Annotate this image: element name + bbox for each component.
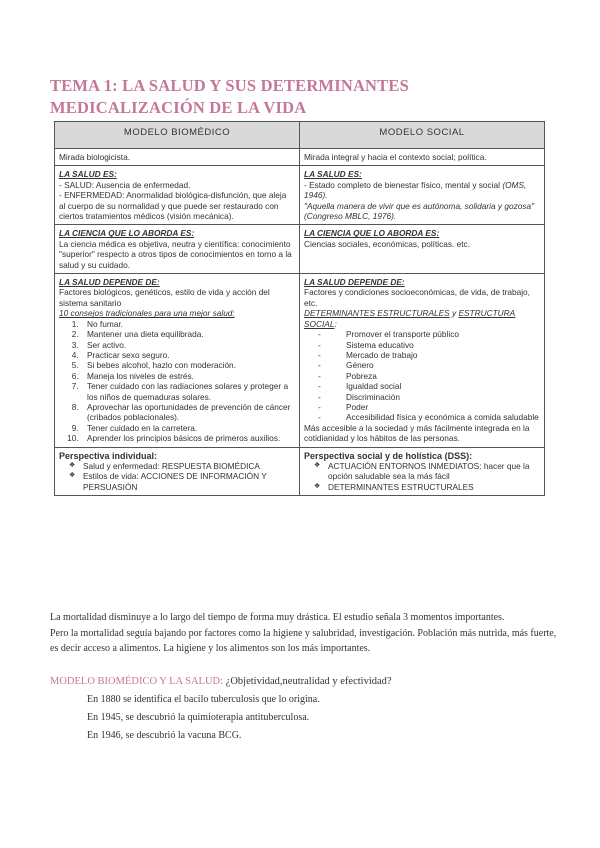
header-social-model: MODELO SOCIAL xyxy=(300,122,545,149)
cell-biomedical-view: Mirada biologicista. xyxy=(55,149,300,166)
cell-text: Más accesible a la sociedad y más fácilmente integrada en la cotidianidad y los hábitos de las personas. xyxy=(304,422,530,444)
list-item: ❖ Estilos de vida: ACCIONES DE INFORMACIÓN Y PERSUASIÓN xyxy=(83,471,295,492)
comparison-table xyxy=(54,121,545,496)
cell-text: - ENFERMEDAD: Anormalidad biológica-disfunción, que aleja al cuerpo de su normalidad y que puede ser restaurado con ciertos tratamientos médicos (visión mecánica). xyxy=(59,190,287,222)
tips-list xyxy=(59,319,295,444)
perspective-heading: Perspectiva individual: xyxy=(59,450,158,461)
paragraph: Pero la mortalidad seguía bajando por factores como la higiene y salubridad, investigación. Población más nutrida, más fuerte, es decir acceso a alimentos. La higiene y los alimentos son los más importantes. xyxy=(50,627,557,654)
cell-social-dependence xyxy=(300,274,545,448)
cell-heading: LA SALUD ES: xyxy=(59,169,117,180)
header-biomedical-model: MODELO BIOMÉDICO xyxy=(55,122,300,149)
list-item: - Poder xyxy=(346,402,540,412)
perspective-heading: Perspectiva social y de holística (DSS): xyxy=(304,450,473,461)
determinants-subheading xyxy=(304,308,540,329)
history-line: En 1880 se identifica el bacilo tuberculosis que lo origina. xyxy=(87,694,320,705)
determinants-list xyxy=(304,329,540,423)
list-item: ❖ ACTUACIÓN ENTORNOS INMEDIATOS: hacer que la opción saludable sea la más fácil xyxy=(328,461,540,482)
document-title: TEMA 1: LA SALUD Y SUS DETERMINANTES xyxy=(50,76,409,95)
table-row xyxy=(55,447,545,496)
history-line: En 1946, se descubrió la vacuna BCG. xyxy=(87,730,242,741)
tips-subheading-text: 10 consejos tradicionales para una mejor salud: xyxy=(59,308,235,319)
cell-individual-perspective xyxy=(55,447,300,496)
list-item: - Igualdad social xyxy=(346,381,540,391)
cell-biomedical-health xyxy=(55,166,300,225)
cell-heading: LA SALUD ES: xyxy=(304,169,362,180)
list-item: ❖ Salud y enfermedad: RESPUESTA BIOMÉDICA xyxy=(83,461,295,471)
list-item: - Accesibilidad física y económica a comida saludable xyxy=(346,412,540,422)
cell-social-health xyxy=(300,166,545,225)
cell-heading: LA CIENCIA QUE LO ABORDA ES: xyxy=(59,228,195,239)
cell-social-science xyxy=(300,225,545,274)
cell-text xyxy=(304,180,540,201)
cell-text: Factores y condiciones socioeconómicas, de vida, de trabajo, etc. xyxy=(304,287,530,308)
cell-social-perspective xyxy=(300,447,545,496)
cell-heading: LA SALUD DEPENDE DE: xyxy=(59,277,160,288)
definition-text: - Estado completo de bienestar físico, mental y social xyxy=(304,179,503,190)
list-item: - Sistema educativo xyxy=(346,340,540,350)
cell-text: Factores biológicos, genéticos, estilo de vida y acción del sistema sanitario xyxy=(59,287,270,308)
list-item: 10. Aprender los principios básicos de primeros auxilios. xyxy=(81,433,295,443)
mortality-paragraphs xyxy=(50,610,560,657)
subheading-social-structure: ESTRUCTURA SOCIAL xyxy=(304,308,516,329)
list-item: 3. Ser activo. xyxy=(81,340,295,350)
cell-biomedical-science xyxy=(55,225,300,274)
table-row xyxy=(55,274,545,448)
cell-biomedical-dependence xyxy=(55,274,300,448)
definition-citation: (OMS, 1946). xyxy=(304,179,527,201)
document-subtitle: MEDICALIZACIÓN DE LA VIDA xyxy=(50,98,307,117)
subheading-conjunction: y xyxy=(449,308,459,319)
table-row xyxy=(55,166,545,225)
section-heading-question: ¿Objetividad,neutralidad y efectividad? xyxy=(223,676,392,687)
perspective-list xyxy=(304,461,540,492)
list-item: 7. Tener cuidado con las radiaciones solares y proteger a los niños de quemaduras solares. xyxy=(81,381,295,402)
subheading-structural: DETERMINANTES ESTRUCTURALES xyxy=(304,308,450,319)
list-item: 6. Maneja los niveles de estrés. xyxy=(81,371,295,381)
cell-text: Ciencias sociales, económicas, políticas. etc. xyxy=(304,238,471,249)
table-row xyxy=(55,225,545,274)
list-item: 4. Practicar sexo seguro. xyxy=(81,350,295,360)
history-line: En 1945, se descubrió la quimioterapia antituberculosa. xyxy=(87,712,310,723)
subheading-colon: : xyxy=(334,318,337,329)
section-heading xyxy=(50,676,392,687)
list-item: - Pobreza xyxy=(346,371,540,381)
section-heading-label: MODELO BIOMÉDICO Y LA SALUD: xyxy=(50,676,224,687)
cell-social-view: Mirada integral y hacia el contexto social; política. xyxy=(300,149,545,166)
cell-heading: LA CIENCIA QUE LO ABORDA ES: xyxy=(304,228,440,239)
cell-quote: "Aquella manera de vivir que es autónoma, solidaria y gozosa" (Congreso MBLC, 1976). xyxy=(304,200,535,222)
list-item: - Promover el transporte público xyxy=(346,329,540,339)
list-item: 2. Mantener una dieta equilibrada. xyxy=(81,329,295,339)
paragraph: La mortalidad disminuye a lo largo del tiempo de forma muy drástica. El estudio señala 3 momentos importantes. xyxy=(50,612,505,623)
list-item: ❖ DETERMINANTES ESTRUCTURALES xyxy=(328,482,540,492)
list-item: - Discriminación xyxy=(346,392,540,402)
perspective-list xyxy=(59,461,295,492)
cell-text: La ciencia médica es objetiva, neutra y científica: conocimiento "superior" respecto a otros tipos de conocimientos en torno a la salud y su cuidado. xyxy=(59,238,292,270)
table-row xyxy=(55,149,545,166)
list-item: 5. Si bebes alcohol, hazlo con moderación. xyxy=(81,360,295,370)
cell-text: - SALUD: Ausencia de enfermedad. xyxy=(59,179,191,190)
table-header-row xyxy=(55,122,545,149)
list-item: 9. Tener cuidado en la carretera. xyxy=(81,423,295,433)
tips-subheading xyxy=(59,308,295,318)
list-item: 8. Aprovechar las oportunidades de prevención de cáncer (cribados poblacionales). xyxy=(81,402,295,423)
list-item: - Género xyxy=(346,360,540,370)
list-item: 1. No fumar. xyxy=(81,319,295,329)
list-item: - Mercado de trabajo xyxy=(346,350,540,360)
cell-heading: LA SALUD DEPENDE DE: xyxy=(304,277,405,288)
